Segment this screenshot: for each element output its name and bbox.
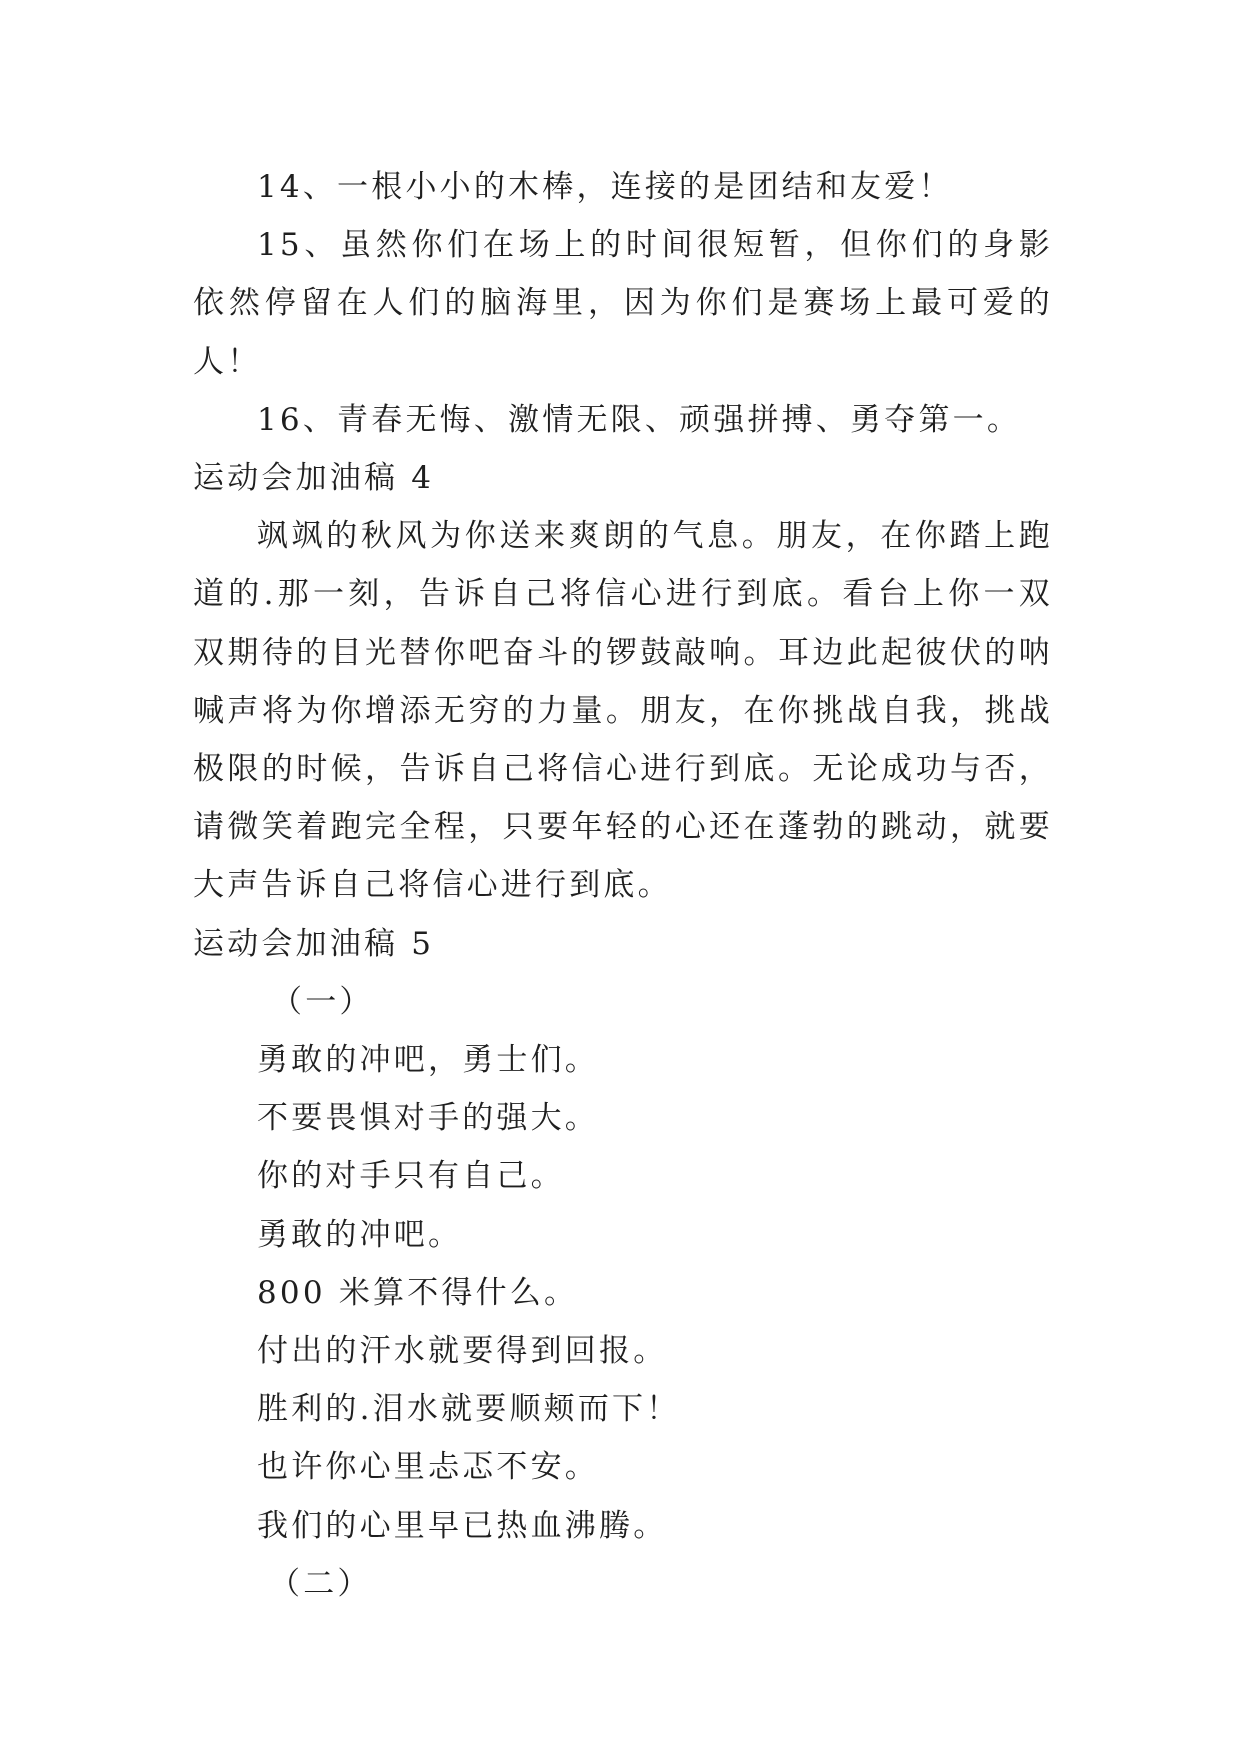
list-item-16: 16、青春无悔、激情无限、顽强拼搏、勇夺第一。 [257,401,1022,438]
section-4-paragraph: 飒飒的秋风为你送来爽朗的气息。朋友，在你踏上跑道的.那一刻，告诉自己将信心进行到底。看台上你一双双期待的目光替你吧奋斗的锣鼓敲响。耳边此起彼伏的呐喊声将为你增添无穷的力量。朋友，在你挑战自我，挑战极限的时候，告诉自己将信心进行到底。无论成功与否，请微笑着跑完全程，只要年轻的心还在蓬勃的跳动，就要大声告诉自己将信心进行到底。 [193,518,1053,904]
poem-line: 我们的心里早已热血沸腾。 [257,1507,668,1544]
section-heading-5: 运动会加油稿 5 [193,925,435,962]
poem-line: 你的对手只有自己。 [257,1158,565,1195]
section-heading-4: 运动会加油稿 4 [193,460,435,497]
part-label-1: （一） [271,983,374,1020]
document-body [193,158,1053,1613]
poem-line: 800 米算不得什么。 [257,1274,579,1311]
poem-line: 不要畏惧对手的强大。 [257,1100,599,1137]
poem-line: 勇敢的冲吧，勇士们。 [257,1042,599,1079]
list-item-14: 14、一根小小的木棒，连接的是团结和友爱！ [257,169,953,205]
part-label-2: （二） [269,1565,372,1602]
poem-line: 付出的汗水就要得到回报。 [257,1333,668,1370]
poem-line: 胜利的.泪水就要顺颊而下！ [257,1391,681,1428]
poem-line: 勇敢的冲吧。 [257,1216,463,1253]
poem-line: 也许你心里忐忑不安。 [257,1449,599,1486]
list-item-15: 15、虽然你们在场上的时间很短暂，但你们的身影依然停留在人们的脑海里，因为你们是赛场上最可爱的人！ [193,227,1053,380]
